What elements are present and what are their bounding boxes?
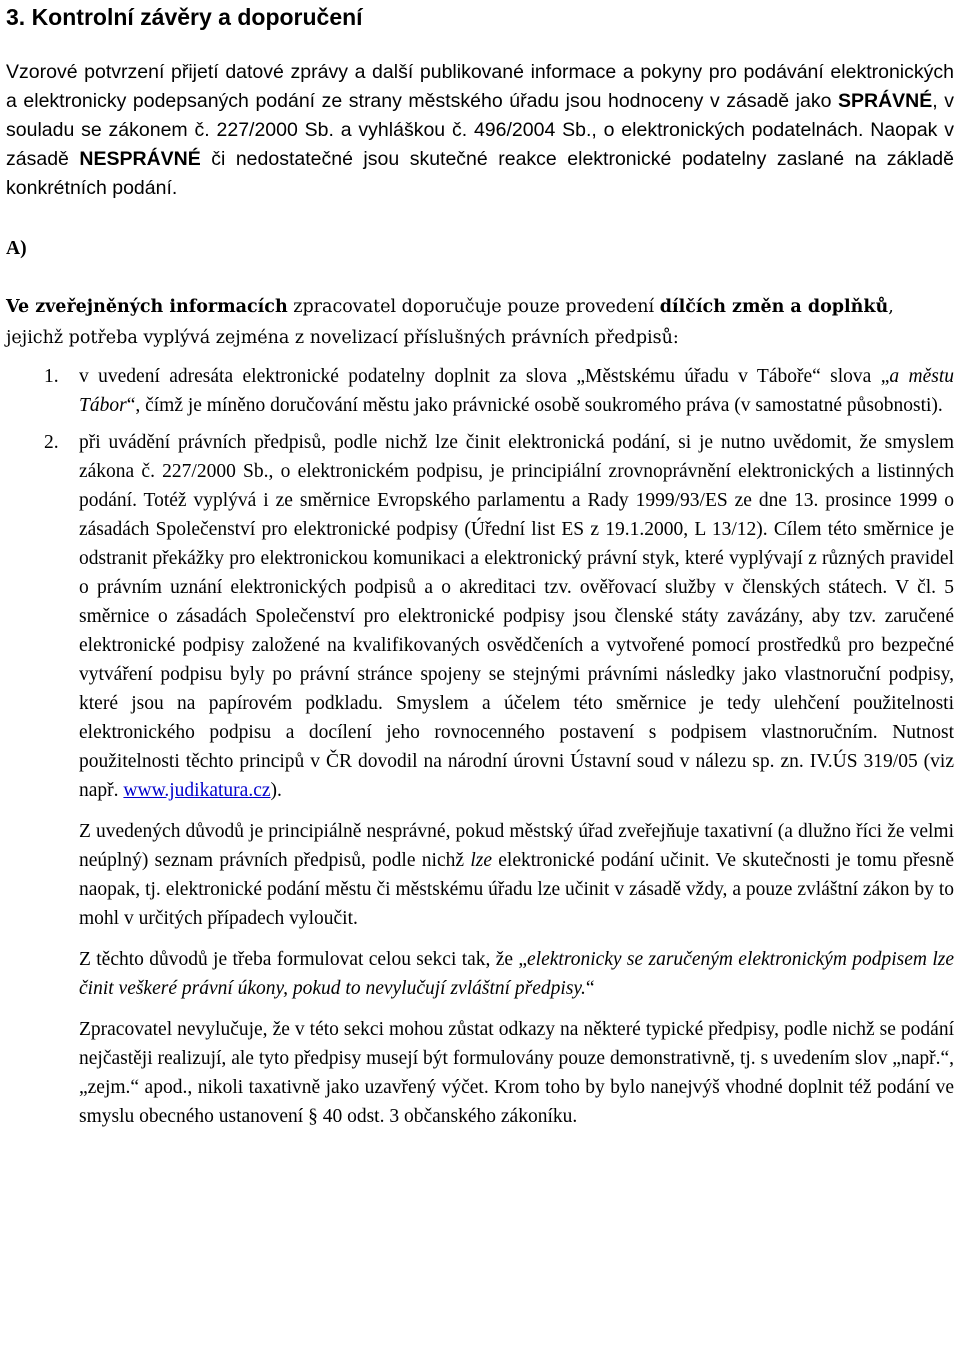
- lead-bold-1: Ve zveřejněných informacích: [6, 297, 288, 317]
- lead-text-2: , jejichž potřeba vyplývá zejména z novelizací příslušných právních předpisů:: [6, 297, 894, 348]
- judikatura-link[interactable]: www.judikatura.cz: [123, 780, 271, 801]
- lead-text-1: zpracovatel doporučuje pouze provedení: [287, 297, 660, 317]
- lead-bold-2: dílčích změn a doplňků: [659, 297, 889, 317]
- para-italic: lze: [470, 850, 492, 871]
- list-item-text: ).: [270, 780, 282, 801]
- closing-paragraph: [6, 1015, 954, 1131]
- list-item-italic: a městu Tábor: [79, 366, 955, 416]
- intro-correct-label: SPRÁVNÉ: [838, 90, 933, 112]
- intro-text-1: Vzorové potvrzení přijetí datové zprávy a další publikované informace a pokyny pro podávání elektronických a elektronicky podepsaných podání ze strany městského úřadu jsou hodnoceny v zásadě jako: [6, 61, 954, 112]
- list-item-text: “, čímž je míněno doručování městu jako právnické osobě soukromého práva (v samostatné působnosti).: [126, 395, 943, 416]
- section-heading: 3. Kontrolní závěry a doporučení: [6, 4, 363, 30]
- list-item-text: v uvedení adresáta elektronické podatelny doplnit za slova „Městskému úřadu v Táboře“ slova „: [79, 366, 890, 387]
- intro-text-4: či nedostatečné jsou skutečné reakce elektronické podatelny zaslané na základě konkrétních podání.: [6, 148, 954, 199]
- intro-text-3: Naopak v zásadě: [6, 119, 954, 170]
- recommendation-list: [6, 362, 954, 805]
- para-text: Z těchto důvodů je třeba formulovat celou sekci tak, že „: [79, 949, 528, 970]
- list-item-number: 1.: [44, 366, 59, 387]
- intro-paragraph: [6, 58, 954, 203]
- list-item: [6, 428, 954, 805]
- reasoning-paragraph: [6, 817, 954, 933]
- list-item-text: při uvádění právních předpisů, podle nichž lze činit elektronická podání, si je nutno uvědomit, že smyslem zákona č. 227/2000 Sb., o elektronickém podpisu, je principiální zrovnoprávnění elektronických a listinných podání. Totéž vyplývá i ze směrnice Evropského parlamentu a Rady 1999/93/ES ze dne 13. prosince 1999 o zásadách Společenství pro elektronické podpisy (Úřední list ES z 19.1.2000, L 13/12). Cílem této směrnice je odstranit překážky pro elektronickou komunikaci a elektronický právní styk, které vyplývají z různých pravidel o právním uznání elektronických podpisů a o akreditaci tzv. ověřovací služby v členských státech. V čl. 5 směrnice o zásadách Společenství pro elektronické podpisy jsou členské státy zavázány, aby tzv. zaručené elektronické podpisy založené na kvalifikovaných osvědčeních a vytvořené pomocí prostředků pro bezpečné vytváření podpisu byly po právní stránce spojeny se stejnými právními následky jako vlastnoruční podpisy, které jsou na papírovém podkladu. Smyslem a účelem této směrnice je tedy ulehčení použitelnosti elektronického podpisu a docílení jeho rovnocenného postavení s podpisem vlastnoručním. Nutnost použitelnosti těchto principů v ČR dovodil na národní úrovni Ústavní soud v nálezu sp. zn. IV.ÚS 319/05 (viz např.: [79, 432, 954, 801]
- para-italic: elektronicky se zaručeným elektronickým podpisem lze činit veškeré právní úkony, pokud to nevylučují zvláštní předpisy.: [79, 949, 954, 999]
- lead-paragraph: [6, 292, 954, 354]
- list-item: [6, 362, 954, 420]
- para-text: elektronické podání učinit. Ve skutečnosti je tomu přesně naopak, tj. elektronické podání městu či městskému úřadu lze učinit v zásadě vždy, a pouze zvláštní zákon by to mohl v určitých případech vyloučit.: [79, 850, 954, 929]
- list-item-number: 2.: [44, 432, 59, 453]
- para-text: Z uvedených důvodů je principiálně nesprávné, pokud městský úřad zveřejňuje taxativní (a dlužno říci že velmi neúplný) seznam právních předpisů, podle nichž: [79, 821, 954, 871]
- para-text: “: [585, 978, 595, 999]
- intro-text-2: , v souladu se zákonem č. 227/2000 Sb. a vyhláškou č. 496/2004 Sb., o elektronických podatelnách.: [6, 90, 954, 141]
- para-text: Zpracovatel nevylučuje, že v této sekci mohou zůstat odkazy na některé typické předpisy, podle nichž se podání nejčastěji realizují, ale tyto předpisy musejí být formulovány pouze demonstrativně, tj. s uvedením slov „např.“, „zejm.“ apod., nikoli taxativně jako uzavřený výčet. Krom toho by bylo nanejvýš vhodné doplnit též podání ve smyslu obecného ustanovení § 40 odst. 3 občanského zákoníku.: [79, 1019, 954, 1127]
- formulation-paragraph: [6, 945, 954, 1003]
- intro-incorrect-label: NESPRÁVNÉ: [79, 148, 201, 170]
- subsection-label: A): [6, 238, 27, 259]
